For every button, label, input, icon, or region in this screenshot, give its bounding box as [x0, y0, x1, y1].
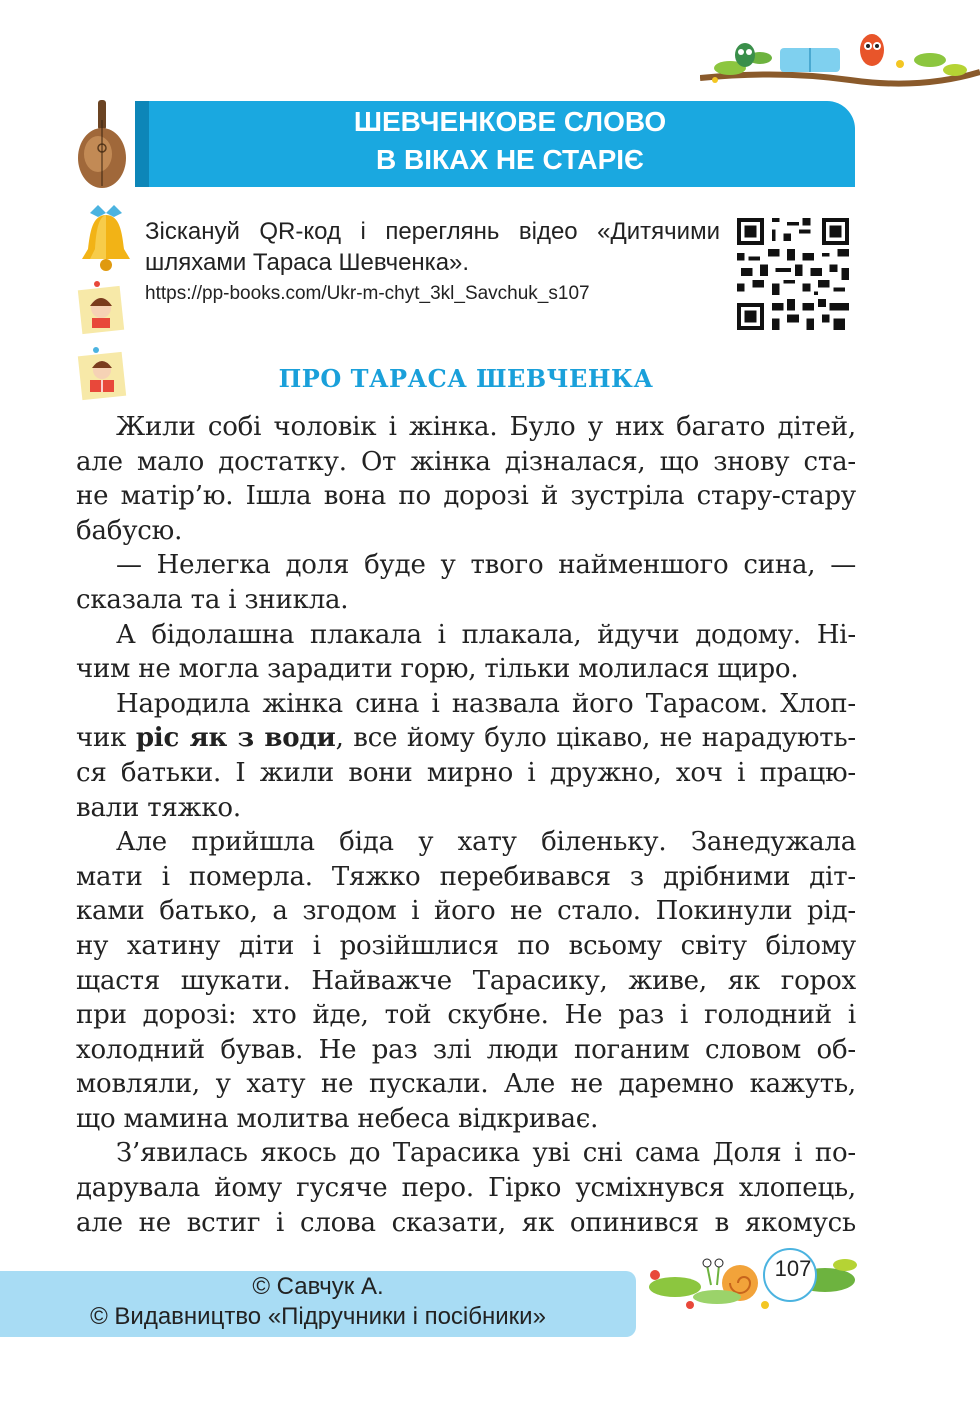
story-line: дарувала йому гусяче перо. Гірко усміхнувся хлопець,	[76, 1173, 856, 1204]
story-line: чим не могла зарадити горю, тільки молилася щиро.	[76, 654, 799, 685]
story-line: холодний бував. Не раз злі люди поганим словом об-	[76, 1034, 856, 1065]
branch-owls-illustration	[700, 30, 980, 110]
story-line: Жили собі чоловік і жінка. Було у них багато дітей,	[116, 412, 856, 442]
story-line: вали тяжко.	[76, 792, 241, 823]
qr-code[interactable]	[737, 218, 849, 330]
story-line: бабусю.	[76, 515, 183, 546]
story-line: ся батьки. І жили вони мирно і дружно, хоч і працю-	[76, 757, 856, 788]
story-line: А бідолашна плакала і плакала, йдучи додому. Ні-	[116, 619, 856, 650]
story-line: мати і померла. Тяжко перебивався з дрібними діт-	[76, 861, 856, 892]
header-banner-edge	[135, 101, 149, 187]
story-line: але мало достатку. От жінка дізналася, що знову ста-	[76, 446, 856, 477]
story-line: щастя шукати. Найважче Тарасику, живе, як горох	[76, 965, 856, 996]
page-title	[170, 103, 850, 179]
note-girl-icon	[76, 280, 126, 336]
story-title: ПРО ТАРАСА ШЕВЧЕНКА	[278, 364, 654, 393]
qr-instruction-text: Зіскануй QR-код і переглянь відео «Дитячими шляхами Тараса Шевченка».	[145, 218, 720, 276]
story-line: — Нелегка доля буде у твого найменшого сина, —	[116, 550, 856, 581]
story-line: сказала та і зникла.	[76, 584, 349, 615]
story-line: ну хатину діти і розійшлися по всьому світу білому	[76, 930, 856, 961]
story-idiom-bold: ріс як з води	[135, 723, 336, 754]
story-line: ками батько, а згодом і його не стало. Покинули рід-	[76, 896, 856, 927]
page-title-line-1: ШЕВЧЕНКОВЕ СЛОВО	[353, 106, 667, 137]
story-line: що мамина молитва небеса відкриває.	[76, 1103, 599, 1134]
bandura-icon	[76, 100, 128, 190]
story-text	[76, 410, 856, 1240]
qr-video-link[interactable]: https://pp-books.com/Ukr-m-chyt_3kl_Savchuk_s107	[145, 283, 590, 304]
snail-flowers-illustration	[645, 1235, 860, 1315]
story-line: не матір’ю. Ішла вона по дорозі й зустріла стару-стару	[76, 481, 856, 512]
bell-icon	[76, 205, 136, 275]
page-number: 107	[774, 1256, 812, 1281]
story-line: при дорозі: хто йде, той скубне. Не раз і голодний і	[76, 1000, 856, 1031]
story-line: З’явилась якось до Тарасика уві сні сама Доля і по-	[116, 1138, 856, 1169]
story-line	[76, 721, 856, 756]
story-line: Але прийшла біда у хату біленьку. Занедужала	[116, 827, 856, 858]
story-text-segment: , все йому було цікаво, не нарадують-	[335, 723, 857, 754]
page-title-line-2: В ВІКАХ НЕ СТАРІЄ	[376, 144, 644, 175]
story-line: Народила жінка сина і назвала його Тарасом. Хлоп-	[116, 688, 856, 719]
story-line: мовляли, у хату не пускали. Але не даремно кажуть,	[76, 1069, 856, 1100]
story-line: але не встиг і слова сказати, як опинився в якомусь	[76, 1207, 856, 1238]
footer-copyright-publisher: © Видавництво «Підручники і посібники»	[90, 1303, 546, 1330]
footer-copyright-author: © Савчук А.	[252, 1273, 384, 1300]
story-text-segment: чик	[76, 723, 136, 754]
